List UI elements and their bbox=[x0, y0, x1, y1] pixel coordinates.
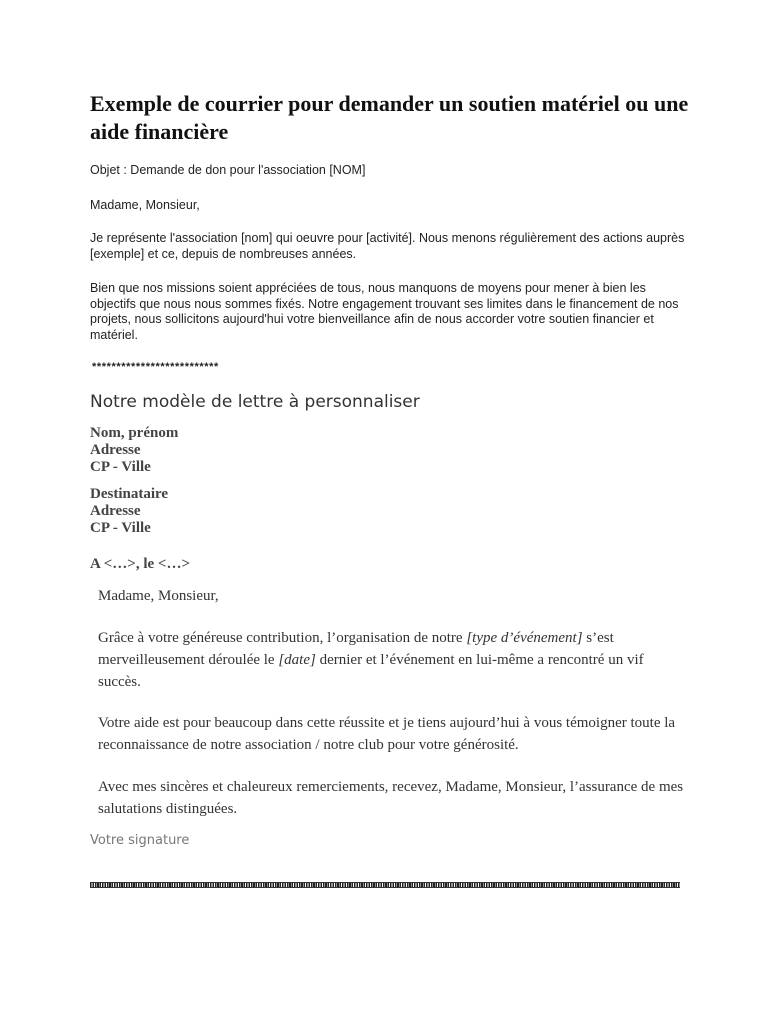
event-type-placeholder: [type d’événement] bbox=[466, 630, 583, 646]
letter-paragraph-3: Avec mes sincères et chaleureux remerciements, recevez, Madame, Monsieur, l’assurance de mes salutations distinguées. bbox=[98, 779, 684, 817]
section-title: Notre modèle de lettre à personnaliser bbox=[90, 392, 420, 412]
letter-p1-text: s’est merveilleusement déroulée le bbox=[98, 630, 614, 668]
date-placeholder: [date] bbox=[278, 652, 316, 668]
recipient-name: Destinataire bbox=[90, 486, 169, 502]
recipient-address: Adresse bbox=[90, 503, 141, 519]
paragraph-2: Bien que nos missions soient appréciées de tous, nous manquons de moyens pour mener à bien les objectifs que nous nous sommes fixés. Notre engagement trouvant ses limites dans le financement de nos projets, nous sollicitons aujourd'hui votre bienveillance afin de nous accorder votre soutien financier et matériel. bbox=[90, 281, 679, 342]
sender-address: Adresse bbox=[90, 442, 141, 458]
subject-line: Objet : Demande de don pour l'association [NOM] bbox=[90, 163, 366, 177]
salutation: Madame, Monsieur, bbox=[90, 198, 200, 212]
letter-salutation: Madame, Monsieur, bbox=[98, 588, 219, 604]
sender-city: CP - Ville bbox=[90, 459, 151, 475]
place-date: A <…>, le <…> bbox=[90, 556, 191, 572]
horizontal-rule bbox=[90, 882, 680, 888]
letter-p1-text: Grâce à votre généreuse contribution, l’organisation de notre bbox=[98, 630, 467, 646]
recipient-city: CP - Ville bbox=[90, 520, 151, 536]
letter-paragraph-1 bbox=[98, 627, 688, 693]
document-title: Exemple de courrier pour demander un soutien matériel ou une aide financière bbox=[90, 91, 689, 144]
recipient-block bbox=[90, 486, 168, 537]
separator: ************************** bbox=[92, 361, 219, 373]
sender-block bbox=[90, 425, 178, 476]
sender-name: Nom, prénom bbox=[90, 425, 179, 441]
paragraph-1: Je représente l'association [nom] qui oeuvre pour [activité]. Nous menons régulièrement des actions auprès [exemple] et ce, depuis de nombreuses années. bbox=[90, 231, 685, 261]
letter-p1-text: dernier et l’événement en lui-même a rencontré un vif succès. bbox=[98, 652, 644, 690]
letter-paragraph-2: Votre aide est pour beaucoup dans cette réussite et je tiens aujourd’hui à vous témoigner toute la reconnaissance de notre association / notre club pour votre générosité. bbox=[98, 715, 676, 753]
signature: Votre signature bbox=[90, 833, 190, 848]
